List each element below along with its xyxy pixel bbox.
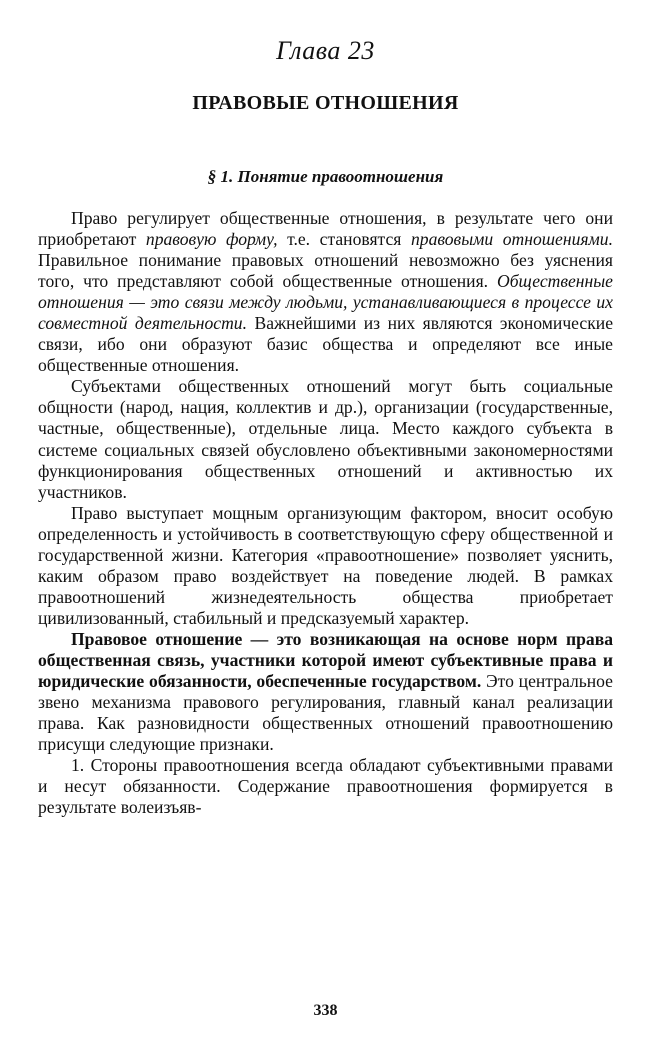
paragraph-1-text-3: Правильное понимание правовых отношений невозможно без уяснения того, что представляют собой общественные отношения. <box>38 250 613 292</box>
paragraph-1-text-2: т.е. становятся <box>277 229 411 250</box>
body-text <box>38 208 613 818</box>
paragraph-1 <box>38 208 613 376</box>
paragraph-2: Субъектами общественных отношений могут быть социальные общности (народ, нация, коллектив и др.), организации (государственные, частные, общественные), отдельные лица. Место каждого субъекта в системе социальных связей обусловлено объективными закономерностями функционирования общественных отношений и активностью их участников. <box>38 376 613 502</box>
definition-bold: Правовое отношение — это возникающая на основе норм права общественная связь, участники которой имеют субъективные права и юридические обязанности, обеспеченные государством. <box>38 628 613 692</box>
paragraph-1-italic-3: Общественные отношения — это связи между людьми, устанавливающиеся в процессе их совместной деятельности. <box>38 271 613 334</box>
paragraph-4 <box>38 629 613 755</box>
paragraph-4-rest: Это центральное звено механизма правового регулирования, главный канал реализации права. Как разновидности общественных отношений правоотношению присущи следующие признаки. <box>38 671 613 755</box>
paragraph-1-text-1: Право регулирует общественные отношения, в результате чего они приобретают <box>38 208 613 250</box>
paragraph-5: 1. Стороны правоотношения всегда обладают субъективными правами и несут обязанности. Содержание правоотношения формируется в результате волеизъяв- <box>38 755 613 818</box>
paragraph-3: Право выступает мощным организующим фактором, вносит особую определенность и устойчивость в соответствующую сферу общественной и государственной жизни. Категория «правоотношение» позволяет уяснить, каким образом право воздействует на поведение людей. В рамках правоотношений жизнедеятельность общества приобретает цивилизованный, стабильный и предсказуемый характер. <box>38 502 613 628</box>
paragraph-1-italic-2: правовыми отношениями. <box>410 229 613 250</box>
page-number: 338 <box>313 1002 338 1019</box>
paragraph-1-italic-1: правовую форму, <box>145 229 278 250</box>
chapter-title: ПРАВОВЫЕ ОТНОШЕНИЯ <box>192 92 459 114</box>
paragraph-1-text-4: Важнейшими из них являются экономические связи, ибо они образуют базис общества и определяют все иные общественные отношения. <box>38 313 613 376</box>
section-title: § 1. Понятие правоотношения <box>207 167 444 186</box>
chapter-label: Глава 23 <box>276 36 375 65</box>
